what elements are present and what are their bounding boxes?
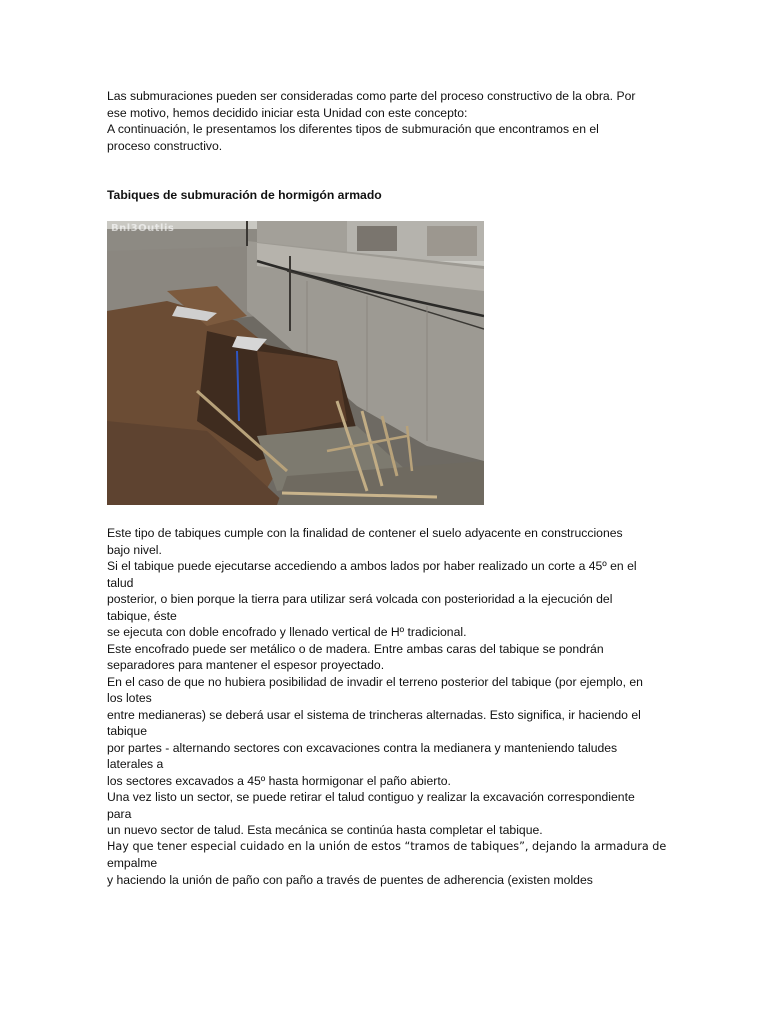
body-paragraphs xyxy=(107,525,667,888)
text-line: por partes - alternando sectores con excavaciones contra la medianera y manteniendo taludes xyxy=(107,740,618,755)
text-line: y haciendo la unión de paño con paño a través de puentes de adherencia (existen moldes xyxy=(107,872,593,887)
text-line: bajo nivel. xyxy=(107,542,162,557)
text-line: En el caso de que no hubiera posibilidad de invadir el terreno posterior del tabique (por ejemplo, en xyxy=(107,674,643,689)
text-line: proceso constructivo. xyxy=(107,138,223,153)
text-line: empalme xyxy=(107,856,158,870)
construction-photo xyxy=(107,221,484,505)
text-line: Este encofrado puede ser metálico o de madera. Entre ambas caras del tabique se pondrán xyxy=(107,641,604,656)
text-line: A continuación, le presentamos los diferentes tipos de submuración que encontramos en el xyxy=(107,122,599,136)
text-line: tabique xyxy=(107,724,147,738)
text-line: para xyxy=(107,806,132,821)
text-line: laterales a xyxy=(107,757,164,771)
text-line: entre medianeras) se deberá usar el sistema de trincheras alternadas. Esto significa, ir haciendo el xyxy=(107,707,641,722)
intro-paragraph xyxy=(107,88,667,154)
text-line: Hay que tener especial cuidado en la unión de estos “tramos de tabiques”, dejando la armadura de xyxy=(107,839,667,853)
text-line: los lotes xyxy=(107,691,152,705)
photo-watermark: Bnl3Outlis xyxy=(111,223,175,234)
text-line: un nuevo sector de talud. Esta mecánica se continúa hasta completar el tabique. xyxy=(107,823,543,837)
section-heading: Tabiques de submuración de hormigón armado xyxy=(107,188,382,202)
construction-photo-illustration xyxy=(107,221,484,505)
text-line: Una vez listo un sector, se puede retirar el talud contiguo y realizar la excavación correspondiente xyxy=(107,790,635,804)
text-line: Este tipo de tabiques cumple con la finalidad de contener el suelo adyacente en construcciones xyxy=(107,526,623,540)
text-line: talud xyxy=(107,575,134,590)
text-line: Si el tabique puede ejecutarse accediendo a ambos lados por haber realizado un corte a 45º en el xyxy=(107,559,637,573)
text-line: Las submuraciones pueden ser consideradas como parte del proceso constructivo de la obra. Por xyxy=(107,89,636,103)
text-line: separadores para mantener el espesor proyectado. xyxy=(107,658,385,672)
text-line: posterior, o bien porque la tierra para utilizar será volcada con posterioridad a la ejecución del xyxy=(107,592,613,606)
text-line: los sectores excavados a 45º hasta hormigonar el paño abierto. xyxy=(107,773,451,788)
text-line: se ejecuta con doble encofrado y llenado vertical de Hº tradicional. xyxy=(107,625,467,639)
text-line: tabique, éste xyxy=(107,608,177,623)
text-line: ese motivo, hemos decidido iniciar esta Unidad con este concepto: xyxy=(107,105,468,120)
